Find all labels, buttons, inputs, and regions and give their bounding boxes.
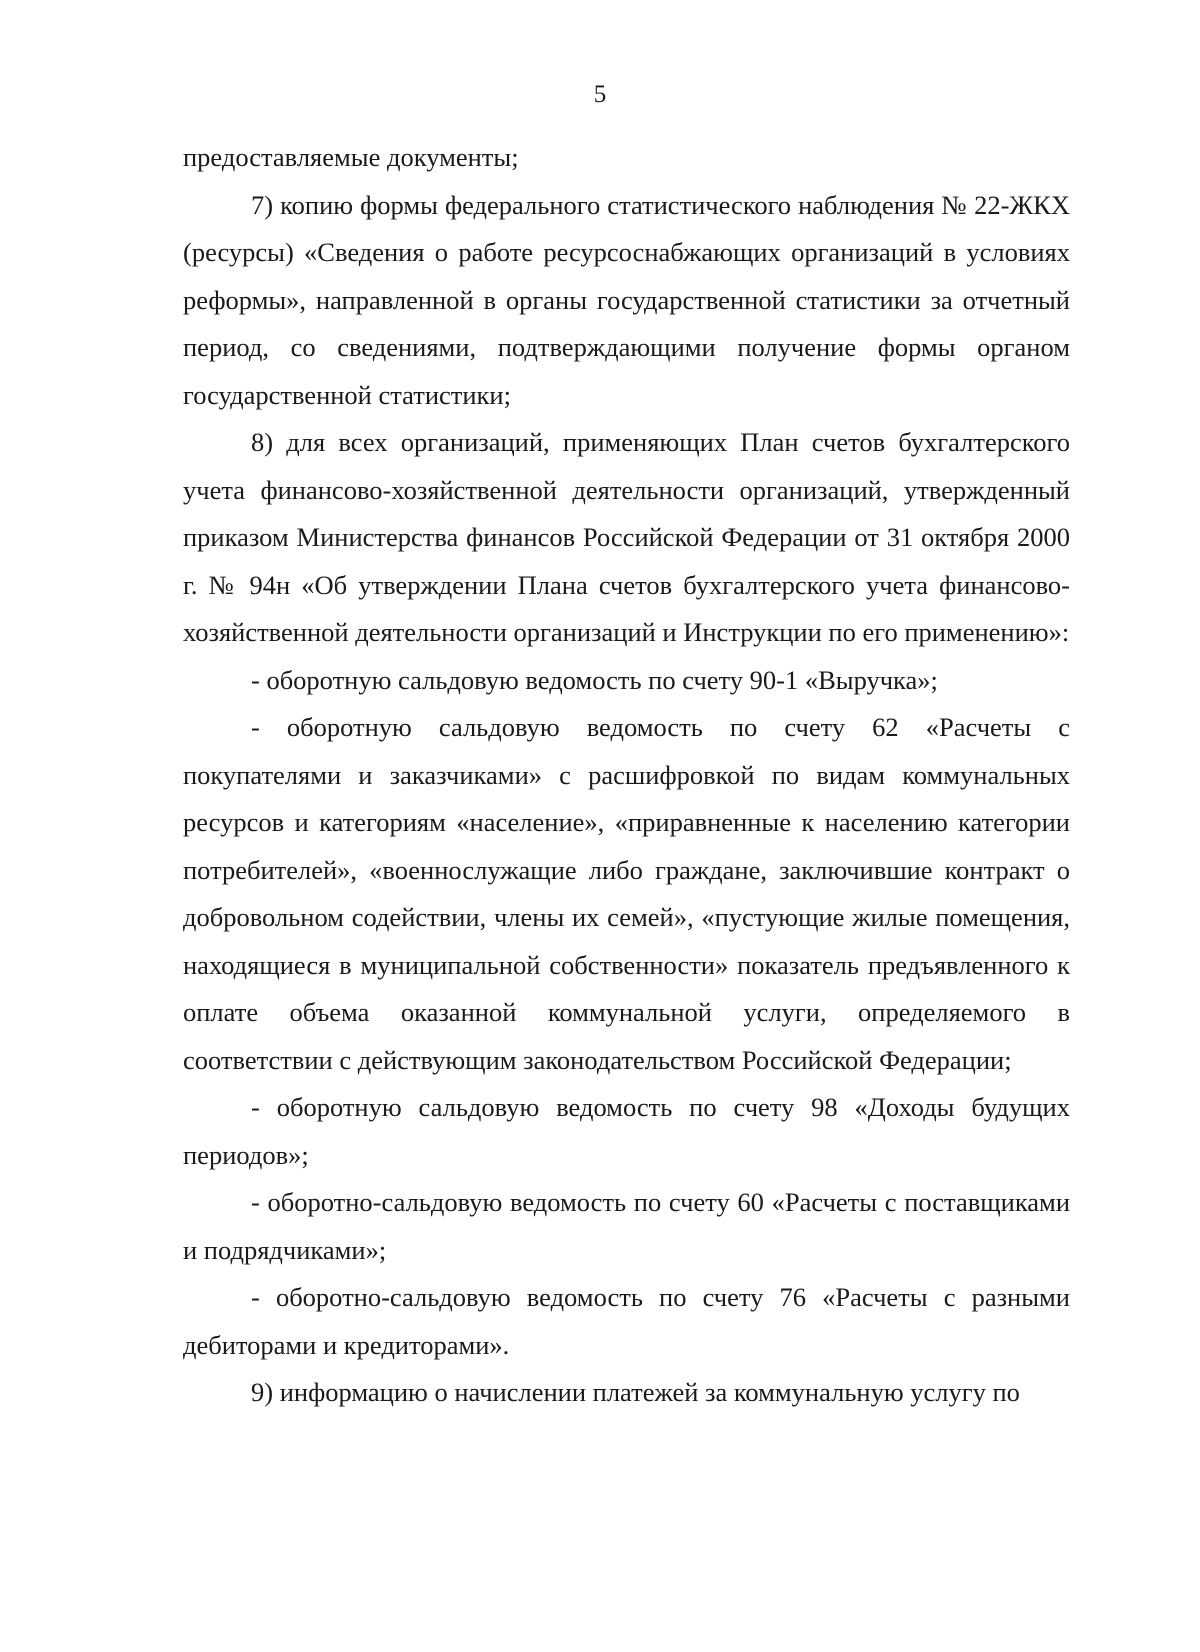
paragraph-bullet-account-76: - оборотно-сальдовую ведомость по счету 76 «Расчеты с разными дебиторами и кредиторами». (183, 1282, 1070, 1360)
paragraph-bullet-account-60: - оборотно-сальдовую ведомость по счету 60 «Расчеты с поставщиками и подрядчиками»; (183, 1187, 1070, 1265)
paragraph-item-9: 9) информацию о начислении платежей за коммунальную услугу по (251, 1377, 1020, 1407)
paragraph-item-8: 8) для всех организаций, применяющих План счетов бухгалтерского учета финансово-хозяйственной деятельности организаций, утвержденный приказом Министерства финансов Российской Федерации от 31 октября 2000 г. № 94н «Об утверждении Плана счетов бухгалтерского учета финансово-хозяйственной деятельности организаций и Инструкции по его применению»: (183, 427, 1070, 647)
paragraph-documents-tail: предоставляемые документы; (183, 142, 519, 172)
page-number: 5 (593, 81, 607, 108)
document-body (183, 134, 1070, 1417)
paragraph-bullet-account-98: - оборотную сальдовую ведомость по счету 98 «Доходы будущих периодов»; (183, 1092, 1070, 1170)
paragraph-bullet-account-62: - оборотную сальдовую ведомость по счету 62 «Расчеты с покупателями и заказчиками» с расшифровкой по видам коммунальных ресурсов и категориям «население», «приравненные к населению категории потребителей», «военнослужащие либо граждане, заключившие контракт о добровольном содействии, члены их семей», «пустующие жилые помещения, находящиеся в муниципальной собственности» показатель предъявленного к оплате объема оказанной коммунальной услуги, определяемого в соответствии с действующим законодательством Российской Федерации; (183, 712, 1070, 1075)
paragraph-bullet-account-90-1: - оборотную сальдовую ведомость по счету 90-1 «Выручка»; (251, 664, 938, 695)
paragraph-item-7: 7) копию формы федерального статистического наблюдения № 22-ЖКХ (ресурсы) «Сведения о работе ресурсоснабжающих организаций в условиях реформы», направленной в органы государственной статистики за отчетный период, со сведениями, подтверждающими получение формы органом государственной статистики; (183, 189, 1070, 410)
